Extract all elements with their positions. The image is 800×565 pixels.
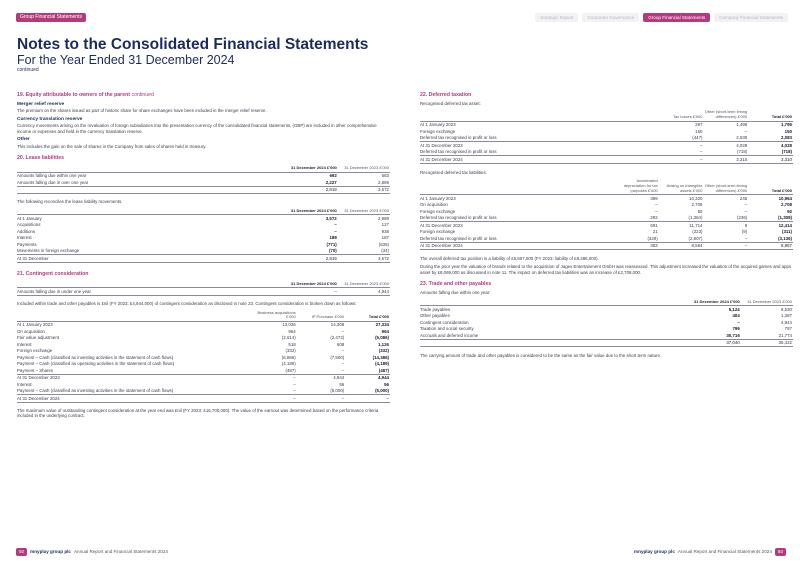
merger-relief-heading: Merger relief reserve: [17, 101, 65, 107]
deferred-tax-prior-year-text: During the prior year the valuation of brands related to the acquisition of Jagex Entertainment GmbH was reassessed. This adjustment increased the valuation of the acquired games and apps asset by £8,069,000 as discussed in note 11. The impact on deferred tax liabilities was an increase of £2,708,000.: [420, 263, 792, 275]
trade-payables-table: [420, 300, 793, 348]
contingent-maturity-table: [17, 282, 390, 296]
note-23-heading: 23. Trade and other payables: [420, 281, 492, 288]
table-header: Total £'000: [771, 187, 792, 193]
table-header: 31 December 2023 £'000: [747, 298, 792, 304]
report-name: Annual Report and Financial Statements 2024: [73, 549, 168, 555]
contingent-intro-text: Included within trade and other payables is £nil (FY 2023: £4,944,000) of contingent consideration as disclosed in note 23. Contingent consideration is broken down as follows:: [17, 300, 357, 306]
table-row: Foreign exchange 150 – 150: [420, 128, 792, 134]
table-header: 31 December 2024 £'000: [290, 165, 337, 171]
table-row: Taxation and social security 796 787: [420, 326, 792, 332]
deferred-tax-liability-table: [420, 179, 793, 250]
table-row: Additions – 938: [17, 228, 389, 234]
table-header: 31 December 2023 £'000: [344, 207, 389, 213]
other-heading: Other: [17, 137, 30, 143]
payables-subheading: Amounts falling due within one year:: [420, 290, 491, 296]
note-22-heading: 22. Deferred taxation: [420, 92, 472, 98]
note-21-heading: 21. Contingent consideration: [17, 270, 89, 277]
table-row: Payment – Cash (classified as operating activities in the statement of cash flows) (4,189) – (4,189): [17, 361, 389, 367]
table-header: 31 December 2024 £'000: [290, 207, 337, 213]
page-number: 93: [775, 548, 786, 556]
table-row: Fair value adjustment (2,614) (2,472) (5,086): [17, 335, 389, 341]
table-row: Foreign exchange – 50 – 50: [420, 208, 792, 214]
page-subtitle: For the Year Ended 31 December 2024: [17, 53, 235, 67]
footer-right: [634, 548, 786, 556]
table-row: Interest – 56 56: [17, 381, 389, 387]
table-total-row: At 31 December 2,919 3,572: [17, 255, 389, 261]
table-row: Interest 518 608 1,126: [17, 341, 389, 347]
table-total-row: 2,919 3,572: [17, 186, 390, 194]
continued-label: continued: [17, 67, 39, 73]
table-row: Deferred tax recognised in profit or loss 292 (1,364) (236) (1,308): [420, 215, 792, 221]
lease-reconcile-text: The following reconciles the lease liability movements.: [17, 199, 123, 205]
table-header: 31 December 2023 £'000: [344, 280, 389, 286]
table-header: Other (short-term timing differences) £'000: [704, 182, 748, 193]
table-row: Payments (771) (635): [17, 241, 389, 247]
table-row: Payment – Shares (487) – (487): [17, 367, 389, 373]
page-number: 92: [16, 548, 27, 556]
table-row: Movements in foreign exchange (70) (34): [17, 248, 389, 254]
page-title: Notes to the Consolidated Financial Statements: [17, 36, 369, 53]
right-column: [420, 92, 793, 361]
table-header: Tax losses £'000: [673, 114, 703, 120]
table-row: At 31 December 2023 – 4,028 4,028: [420, 142, 792, 148]
table-row: Contingent consideration – 4,944: [420, 319, 792, 325]
table-header: Business acquisitions £'000: [257, 309, 296, 320]
table-total-row: At 31 December 2024 – – –: [17, 395, 389, 401]
table-total-row: At 31 December 2024 383 8,584 – 8,967: [420, 243, 792, 249]
table-row: Interest 188 187: [17, 235, 389, 241]
footer-left: [16, 548, 168, 556]
table-row: At 1 January 3,572 2,989: [17, 215, 389, 221]
table-row: At 31 December 2023 – 4,944 4,944: [17, 375, 389, 381]
note-20-heading: 20. Lease liabilities: [17, 155, 65, 162]
nav-strategic-report[interactable]: Strategic Report: [535, 13, 578, 22]
table-row: Accruals and deferred income 30,716 21,774: [420, 332, 792, 338]
payables-fair-value-text: The carrying amount of trade and other payables is considered to be the same as the fair value due to the short term nature.: [420, 353, 662, 359]
table-total-row: 37,040 35,422: [420, 339, 793, 347]
table-row: At 1 January 2023 13,026 14,308 27,334: [17, 322, 389, 328]
table-row: Foreign exchange (332) – (332): [17, 348, 389, 354]
table-header: Accelerated depreciation for tax purposes £'000: [623, 178, 658, 193]
table-header: 31 December 2024 £'000: [693, 298, 740, 304]
currency-translation-heading: Currency translation reserve: [17, 116, 83, 122]
lease-movement-table: [17, 209, 390, 263]
table-row: On acquisition 964 – 964: [17, 328, 389, 334]
section-tag: Group Financial Statements: [16, 13, 86, 22]
table-row: At 31 December 2023 691 11,714 9 12,414: [420, 222, 792, 228]
table-row: Deferred tax recognised in profit or loss (329) (2,807) – (3,136): [420, 235, 792, 241]
table-header: 31 December 2024 £'000: [290, 280, 337, 286]
table-header: Total £'000: [771, 114, 792, 120]
table-row: Amounts falling due within one year 692 683: [17, 173, 389, 179]
dta-subheading: Recognised deferred tax asset:: [420, 100, 481, 106]
dtl-subheading: Recognised deferred tax liabilities:: [420, 169, 487, 175]
left-column: [17, 92, 390, 421]
table-row: Amounts falling due in under one year – 4,944: [17, 288, 389, 294]
table-row: Deferred tax recognised in profit or loss – (718) (718): [420, 149, 792, 155]
contingent-breakdown-table: [17, 311, 390, 403]
merger-relief-text: The premium on the shares issued as part of historic share for share exchanges have been included in the merger relief reserve.: [17, 107, 267, 113]
table-header: Other (short-term timing differences) £'000: [704, 109, 748, 120]
table-row: Deferred tax recognised in profit or loss (447) 2,530 2,083: [420, 135, 792, 141]
table-row: Trade payables 5,124 8,530: [420, 306, 792, 312]
company-name: mnyplay group plc: [634, 549, 675, 555]
table-header: Total £'000: [368, 314, 389, 320]
table-header: 31 December 2023 £'000: [344, 165, 389, 171]
table-header: Arising on intangible assets £'000: [666, 182, 703, 193]
report-name: Annual Report and Financial Statements 2024: [677, 549, 772, 555]
table-row: Payment – Cash (classified as investing activities in the statement of cash flows) – (5,000) (5,000): [17, 388, 389, 394]
company-name: mnyplay group plc: [30, 549, 71, 555]
nav-corporate-governance[interactable]: Corporate Governance: [582, 13, 639, 22]
nav-company-financial-statements[interactable]: Company Financial Statements: [714, 13, 788, 22]
contingent-outstanding-text: The maximum value of outstanding contingent consideration at the year end was £nil (FY 2023: £16,700,000). The value of the earnout was determined based on the performance criteria included in the underlying contract.: [17, 407, 379, 419]
table-row: Other payables 404 1,387: [420, 313, 792, 319]
table-row: On acquisition – 2,708 – 2,708: [420, 202, 792, 208]
top-navigation: [535, 13, 788, 22]
table-row: At 1 January 2023 297 1,498 1,795: [420, 122, 792, 128]
lease-maturity-table: [17, 166, 390, 194]
table-header: IP Purchase £'000: [311, 314, 345, 320]
nav-group-financial-statements[interactable]: Group Financial Statements: [643, 13, 710, 22]
table-total-row: At 31 December 2024 – 3,310 3,310: [420, 156, 792, 162]
table-row: Payment – Cash (classified as investing activities in the statement of cash flows) (6,886) (7,500) (14,386): [17, 354, 389, 360]
table-row: Foreign exchange 21 (323) (9) (311): [420, 229, 792, 235]
deferred-tax-position-text: The overall deferred tax position is a liability of £5,657,000 (FY 2023: liability of £8,386,000).: [420, 256, 599, 262]
currency-translation-text: Currency movements arising on the revaluation of foreign subsidiaries into the presentation currency of the consolidated financial statements, (GBP) are included in other comprehensive income or expenses and held in the currency translation reserve.: [17, 122, 377, 134]
table-row: Acquisitions – 127: [17, 222, 389, 228]
table-row: Amounts falling due in over one year 2,227 2,889: [17, 179, 389, 185]
deferred-tax-asset-table: [420, 110, 793, 163]
note-19-heading: 19. Equity attributable to owners of the parent continued: [17, 92, 154, 98]
other-text: This includes the gain on the sale of shares in the Company from sales of shares held in treasury.: [17, 143, 207, 149]
table-row: At 1 January 2023 399 10,320 245 10,964: [420, 195, 792, 201]
